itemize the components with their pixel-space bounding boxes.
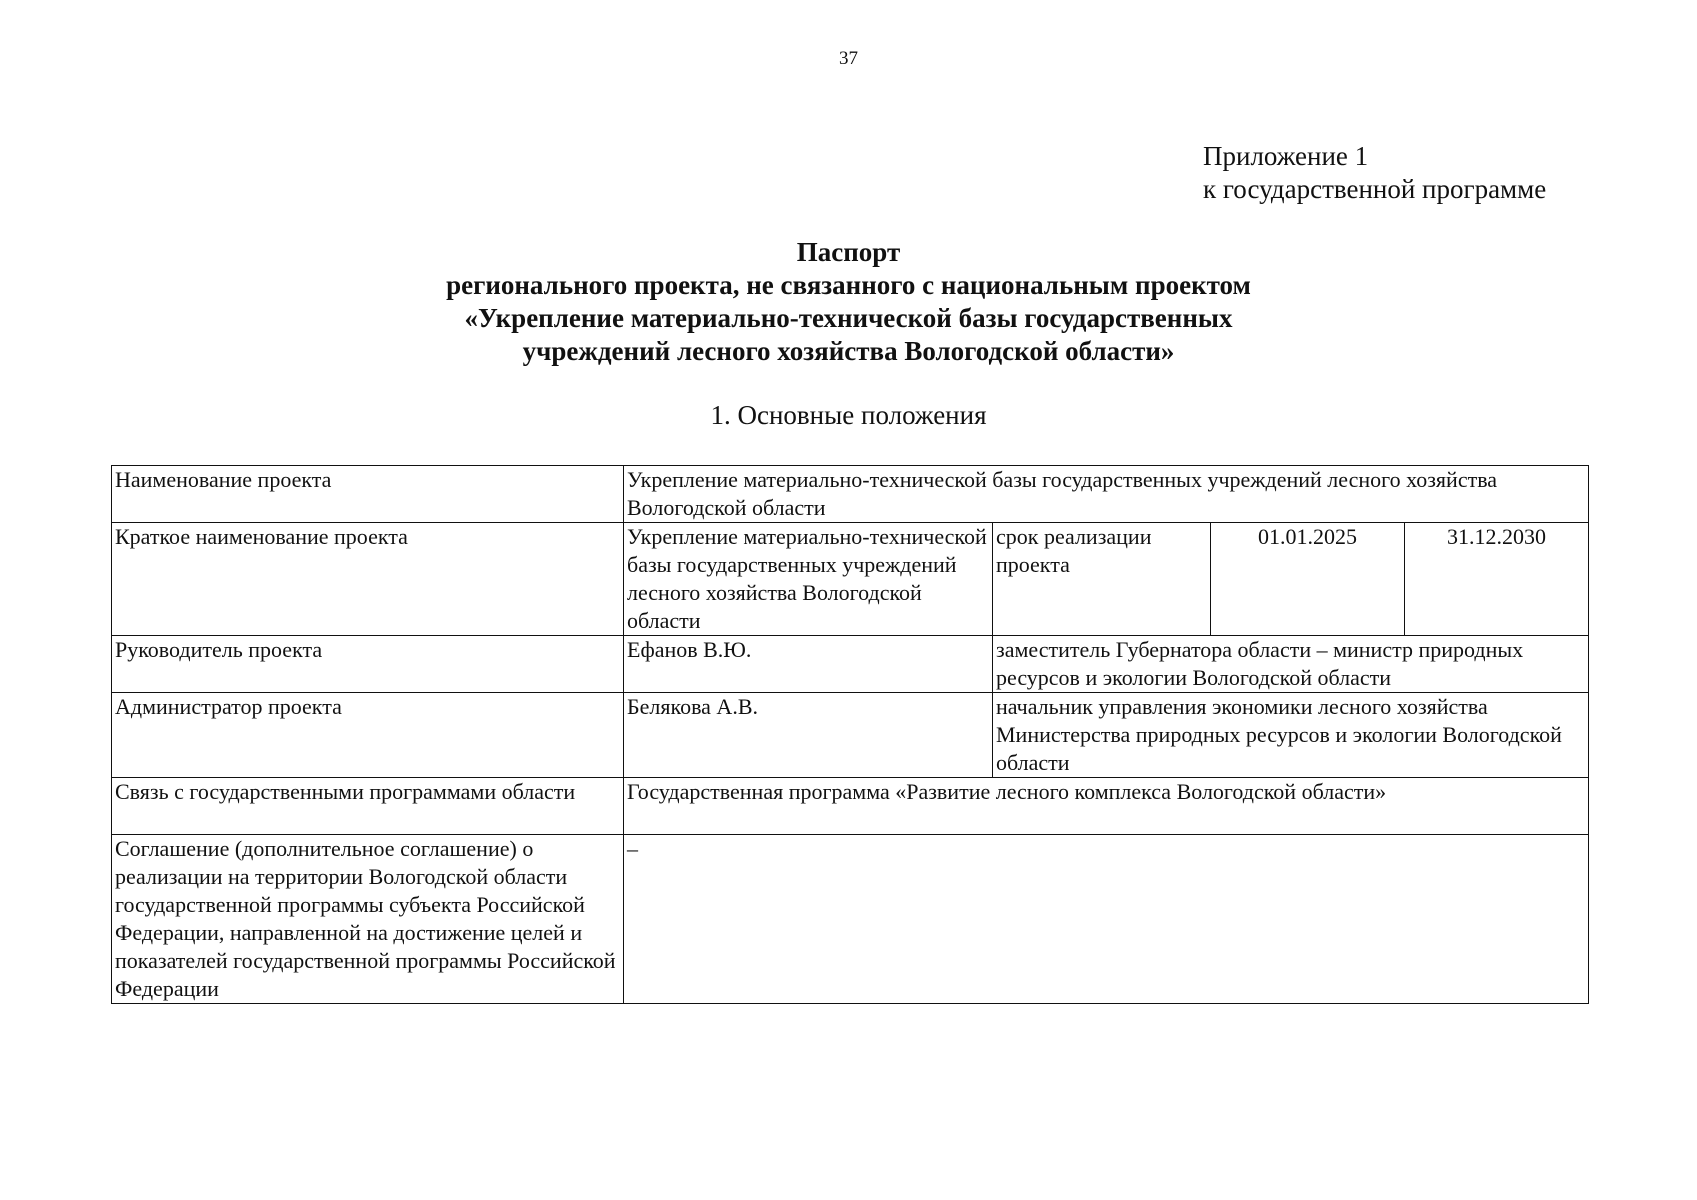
title-line-4: учреждений лесного хозяйства Вологодской области» xyxy=(522,336,1175,366)
administrator-name: Белякова А.В. xyxy=(624,693,993,778)
table-row-project-name xyxy=(112,466,1589,523)
short-name-value: Укрепление материально-технической базы государственных учреждений лесного хозяйства Вологодской области xyxy=(624,523,993,636)
table-row-administrator xyxy=(112,693,1589,778)
programs-link-value: Государственная программа «Развитие лесного комплекса Вологодской области» xyxy=(624,778,1589,835)
title-line-1: Паспорт xyxy=(796,237,901,267)
appendix-note xyxy=(1203,140,1546,206)
administrator-label: Администратор проекта xyxy=(112,693,624,778)
project-name-label: Наименование проекта xyxy=(112,466,624,523)
leader-label: Руководитель проекта xyxy=(112,636,624,693)
short-name-label: Краткое наименование проекта xyxy=(112,523,624,636)
start-date: 01.01.2025 xyxy=(1211,523,1405,636)
leader-name: Ефанов В.Ю. xyxy=(624,636,993,693)
agreement-value: – xyxy=(624,835,1589,1004)
table-row-leader xyxy=(112,636,1589,693)
administrator-position: начальник управления экономики лесного хозяйства Министерства природных ресурсов и экологии Вологодской области xyxy=(993,693,1589,778)
end-date: 31.12.2030 xyxy=(1405,523,1589,636)
table-row-short-name xyxy=(112,523,1589,636)
table-row-programs-link xyxy=(112,778,1589,835)
page-number: 37 xyxy=(839,48,858,69)
leader-position: заместитель Губернатора области – министр природных ресурсов и экологии Вологодской области xyxy=(993,636,1589,693)
table-row-agreement xyxy=(112,835,1589,1004)
appendix-line-2: к государственной программе xyxy=(1203,174,1547,204)
document-title xyxy=(0,236,1697,368)
passport-table xyxy=(111,465,1589,1004)
title-line-3: «Укрепление материально-технической базы государственных xyxy=(464,303,1233,333)
period-label: срок реализации проекта xyxy=(993,523,1211,636)
section-heading: 1. Основные положения xyxy=(710,400,987,430)
appendix-line-1: Приложение 1 xyxy=(1203,141,1369,171)
project-name-value: Укрепление материально-технической базы государственных учреждений лесного хозяйства Вологодской области xyxy=(624,466,1589,523)
agreement-label: Соглашение (дополнительное соглашение) о реализации на территории Вологодской области государственной программы субъекта Российской Федерации, направленной на достижение целей и показателей государственной программы Российской Федерации xyxy=(112,835,624,1004)
programs-link-label: Связь с государственными программами области xyxy=(112,778,624,835)
title-line-2: регионального проекта, не связанного с национальным проектом xyxy=(446,270,1251,300)
